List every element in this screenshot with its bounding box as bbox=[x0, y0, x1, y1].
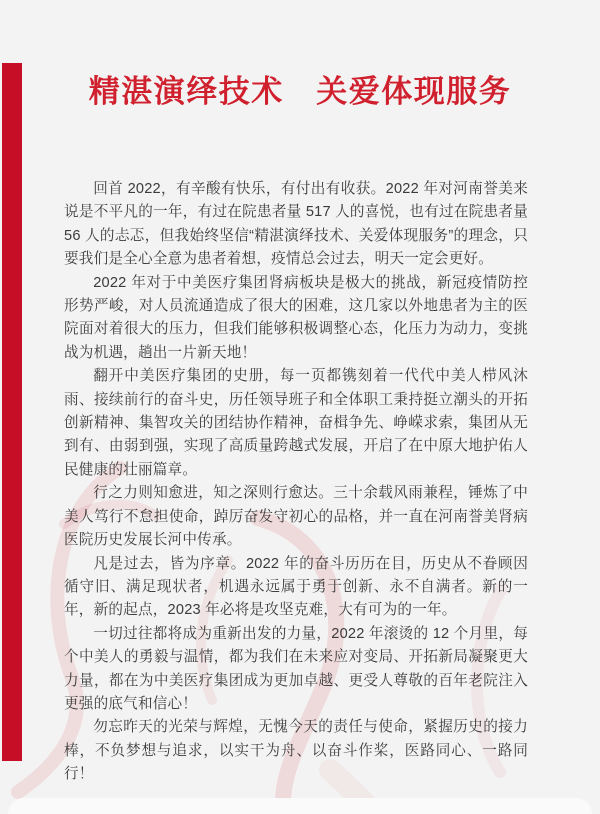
paragraph-6: 一切过往都将成为重新出发的力量，2022 年滚烫的 12 个月里，每个中美人的勇毅与温情，都为我们在未来应对变局、开拓新局凝聚更大力量，都在为中美医疗集团成为更加卓越、更受人尊敬的百年老院注入更强的底气和信心！ bbox=[64, 625, 528, 712]
paragraph-7: 勿忘昨天的光荣与辉煌，无愧今天的责任与使命，紧握历史的接力棒，不负梦想与追求，以实干为舟、以奋斗作桨，医路同心、一路同行！ bbox=[64, 719, 528, 783]
article-body bbox=[64, 178, 528, 787]
bottom-card-edge bbox=[8, 798, 592, 814]
page-title: 精湛演绎技术 关爱体现服务 bbox=[88, 74, 512, 109]
paragraph-4: 行之力则知愈进，知之深则行愈达。三十余载风雨兼程，锤炼了中美人笃行不怠担使命，踔厉奋发守初心的品格，并一直在河南誉美肾病医院历史发展长河中传承。 bbox=[64, 485, 528, 549]
left-accent-bar bbox=[2, 63, 22, 761]
paragraph-1: 回首 2022，有辛酸有快乐，有付出有收获。2022 年对河南誉美来说是不平凡的一年，有过在院患者量 517 人的喜悦，也有过在院患者量 56 人的忐忑，但我始终坚信“精湛演绎技术、关爱体现服务”的理念，只要我们是全心全意为患者着想，疫情总会过去，明天一定会更好。 bbox=[64, 181, 528, 268]
paragraph-2: 2022 年对于中美医疗集团肾病板块是极大的挑战，新冠疫情防控形势严峻，对人员流通造成了很大的困难，这几家以外地患者为主的医院面对着很大的压力，但我们能够积极调整心态，化压力为动力，变挑战为机遇，趟出一片新天地！ bbox=[64, 274, 528, 361]
paragraph-3: 翻开中美医疗集团的史册，每一页都镌刻着一代代中美人栉风沐雨、接续前行的奋斗史，历任领导班子和全体职工秉持挺立潮头的开拓创新精神、集智攻关的团结协作精神，奋楫争先、峥嵘求索，集团从无到有、由弱到强，实现了高质量跨越式发展，开启了在中原大地护佑人民健康的壮丽篇章。 bbox=[64, 368, 528, 478]
paragraph-5: 凡是过去，皆为序章。2022 年的奋斗历历在目，历史从不眷顾因循守旧、满足现状者，机遇永远属于勇于创新、永不自满者。新的一年，新的起点，2023 年必将是攻坚克难，大有可为的一年。 bbox=[64, 555, 528, 619]
